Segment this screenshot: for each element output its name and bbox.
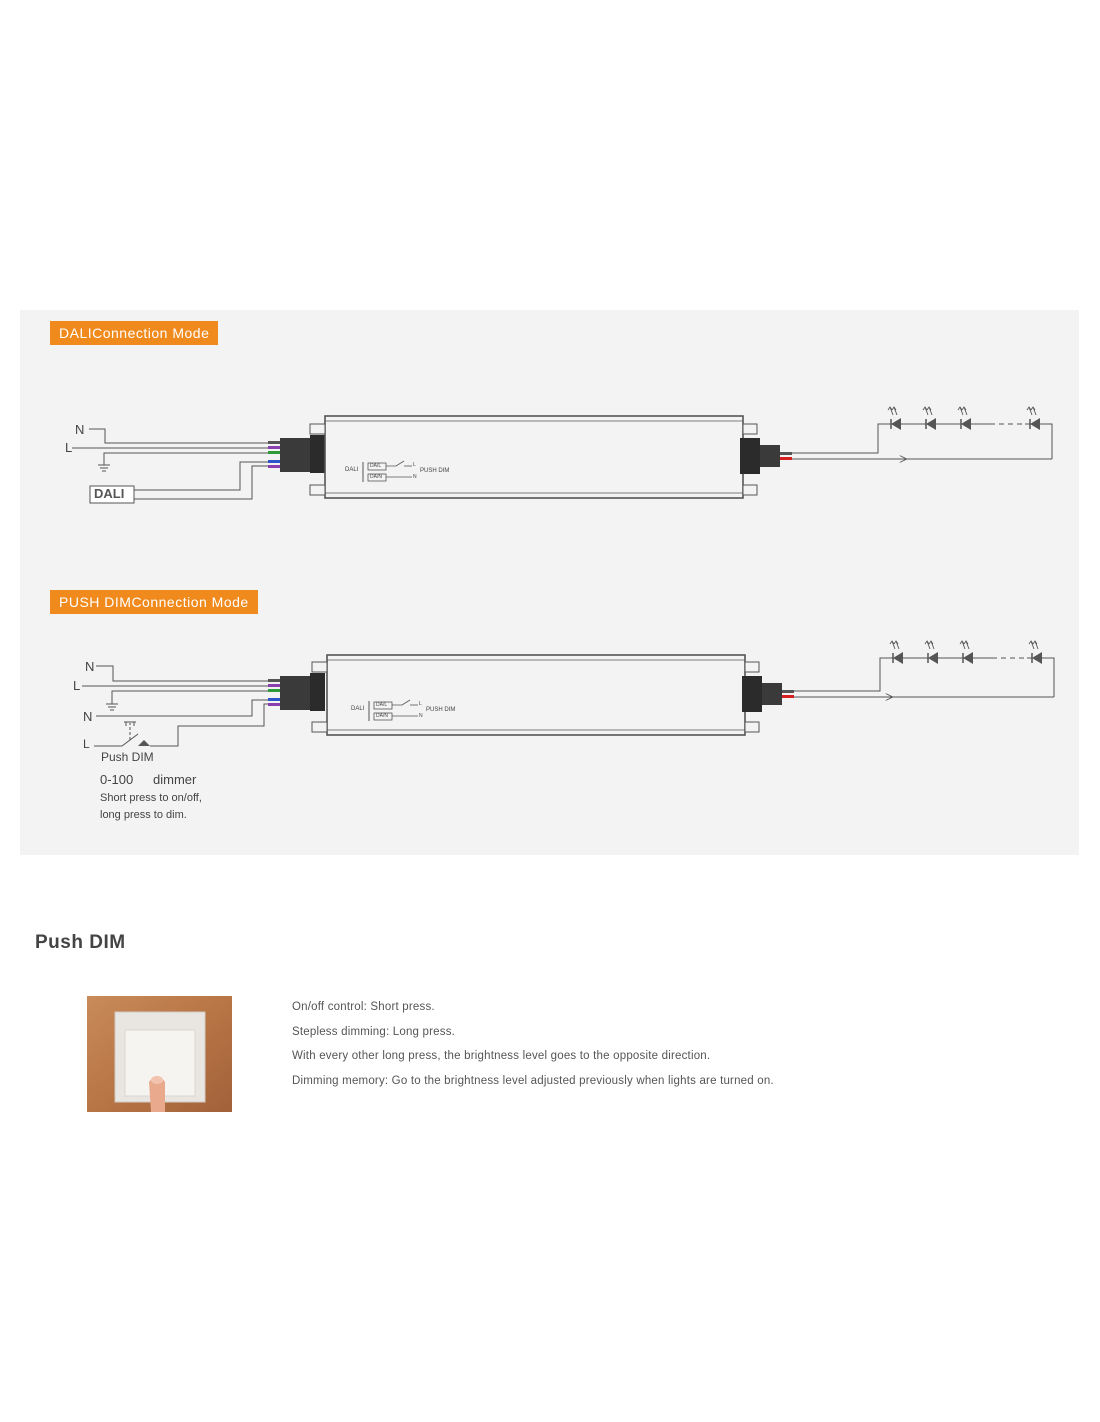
driver-da-l-label: DA/L	[376, 702, 388, 708]
label-n-bottom: N	[83, 709, 93, 724]
label-n-top: N	[85, 659, 95, 674]
label-l-bottom: L	[83, 737, 90, 751]
driver-n-label: N	[413, 474, 417, 480]
driver-dali-label: DALI	[345, 467, 359, 473]
led-icon	[958, 407, 971, 430]
wire-ground	[104, 453, 270, 465]
dali-driver-body	[325, 416, 743, 498]
note-line-1: Short press to on/off,	[100, 792, 202, 804]
dali-controller-label: DALI	[94, 486, 125, 501]
driver-da-n-label: DA/N	[376, 713, 388, 719]
driver-push-dim-label: PUSH DIM	[426, 707, 456, 713]
led-icon	[888, 407, 901, 430]
push-dim-line-1: On/off control: Short press.	[292, 1001, 435, 1013]
push-switch-icon	[94, 722, 150, 746]
led-icon	[923, 407, 936, 430]
wire-dali-1	[134, 462, 270, 490]
push-dim-diagram	[82, 641, 1054, 746]
dali-mode-tag: DALIConnection Mode	[50, 321, 218, 345]
driver-da-n-label: DA/N	[370, 474, 382, 480]
input-cable-gland	[280, 438, 310, 472]
dimmer-range: 0-100	[100, 772, 134, 787]
driver-push-dim-label: PUSH DIM	[420, 468, 450, 474]
push-switch-photo	[87, 996, 232, 1112]
ground-icon	[98, 465, 110, 471]
ground-icon	[106, 704, 118, 710]
wire-ground	[112, 691, 270, 704]
wire-n-bottom	[96, 700, 270, 716]
push-dim-driver-body	[327, 655, 745, 735]
driver-dali-label: DALI	[351, 706, 365, 712]
push-dim-title: Push DIM	[35, 932, 126, 953]
led-string	[890, 641, 1042, 664]
led-icon	[925, 641, 938, 664]
led-icon	[890, 641, 903, 664]
dali-diagram	[72, 407, 1052, 503]
output-wire-positive	[794, 658, 890, 691]
led-string	[888, 407, 1040, 430]
wire-dali-2	[134, 466, 270, 499]
switch-label: Push DIM	[101, 750, 154, 764]
push-dim-line-3: With every other long press, the brightness level goes to the opposite direction.	[292, 1050, 711, 1062]
driver-l-label: L	[413, 462, 416, 468]
output-wire-positive	[792, 424, 888, 453]
led-icon	[1029, 641, 1042, 664]
driver-n-label: N	[419, 713, 423, 719]
wire-n-top	[96, 666, 270, 681]
label-l-top: L	[73, 678, 81, 693]
driver-l-label: L	[419, 701, 422, 707]
led-icon	[960, 641, 973, 664]
led-icon	[1027, 407, 1040, 430]
output-cable-gland	[742, 676, 762, 712]
push-dim-line-4: Dimming memory: Go to the brightness level adjusted previously when lights are turned on.	[292, 1075, 774, 1087]
driver-da-l-label: DA/L	[370, 463, 382, 469]
wire-n	[89, 429, 270, 443]
label-n: N	[75, 422, 85, 437]
push-dim-mode-tag: PUSH DIMConnection Mode	[50, 590, 258, 614]
push-dim-line-2: Stepless dimming: Long press.	[292, 1026, 456, 1038]
output-cable-gland	[740, 438, 760, 474]
dimmer-word: dimmer	[153, 772, 197, 787]
label-l: L	[65, 440, 73, 455]
note-line-2: long press to dim.	[100, 809, 187, 821]
input-cable-gland	[280, 676, 310, 710]
